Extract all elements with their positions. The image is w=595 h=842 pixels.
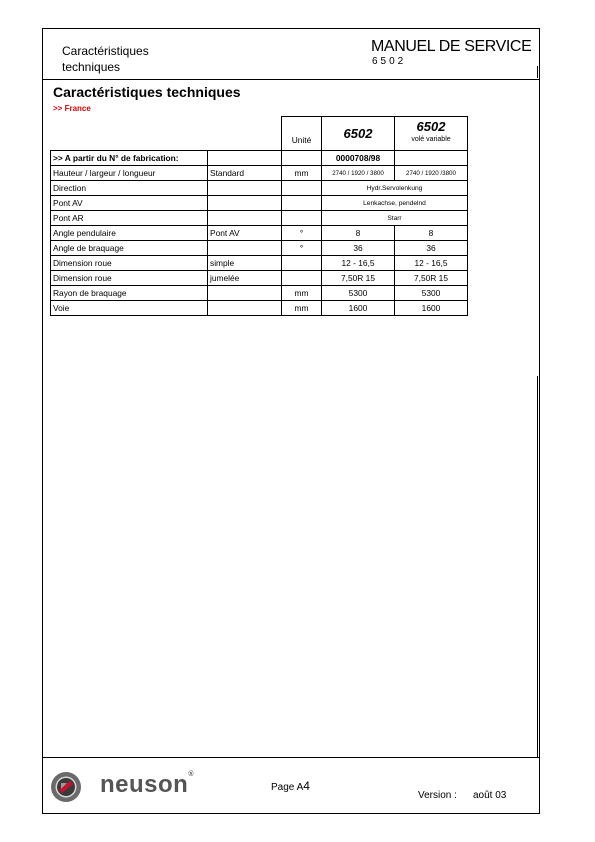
- row-variant: Standard: [208, 166, 282, 181]
- registered-mark: ®: [188, 771, 195, 778]
- table-row: [51, 241, 468, 256]
- model-header-2-sub: volé variable: [411, 136, 451, 143]
- table-row: [51, 271, 468, 286]
- model-header-2: [395, 117, 468, 151]
- row-variant: Pont AV: [208, 226, 282, 241]
- empty-cell: [208, 151, 282, 166]
- row-variant: [208, 241, 282, 256]
- header-divider: [42, 79, 539, 80]
- row-value-merged: Hydr.Servolenkung: [322, 181, 468, 196]
- row-value-1: 7,50R 15: [322, 271, 395, 286]
- row-variant: simple: [208, 256, 282, 271]
- empty-cell: [282, 151, 322, 166]
- row-variant: [208, 301, 282, 316]
- binding-mark-top: [537, 66, 538, 78]
- model-code: 6502: [372, 56, 407, 67]
- row-value-2: 7,50R 15: [395, 271, 468, 286]
- row-value-1: 12 - 16,5: [322, 256, 395, 271]
- row-unit: [282, 211, 322, 226]
- row-value-merged: Starr: [322, 211, 468, 226]
- version-label: Version :: [418, 790, 457, 801]
- row-label: Angle pendulaire: [51, 226, 208, 241]
- row-label: Voie: [51, 301, 208, 316]
- row-unit: °: [282, 241, 322, 256]
- row-label: Dimension roue: [51, 256, 208, 271]
- row-variant: jumelée: [208, 271, 282, 286]
- row-value-1: 1600: [322, 301, 395, 316]
- row-value-merged: Lenkachse, pendelnd: [322, 196, 468, 211]
- version-date: août 03: [473, 790, 507, 801]
- neuson-logo-icon: [50, 771, 82, 803]
- row-value-1: 36: [322, 241, 395, 256]
- row-value-2: 8: [395, 226, 468, 241]
- row-value-1: 2740 / 1920 / 3800: [322, 166, 395, 181]
- frame-top-line: [42, 28, 539, 29]
- row-unit: [282, 256, 322, 271]
- table-row: [51, 196, 468, 211]
- row-label: Rayon de braquage: [51, 286, 208, 301]
- model-header-1: [322, 117, 395, 151]
- frame-bottom-line: [42, 813, 539, 814]
- row-value-2: 5300: [395, 286, 468, 301]
- row-label: Pont AV: [51, 196, 208, 211]
- header-section-name: Caractéristiques techniques: [62, 44, 149, 74]
- row-label: Dimension roue: [51, 271, 208, 286]
- row-label: Pont AR: [51, 211, 208, 226]
- row-value-1: 8: [322, 226, 395, 241]
- table-row: [51, 256, 468, 271]
- page-number-value: 4: [303, 779, 310, 793]
- row-value-2: 1600: [395, 301, 468, 316]
- row-unit: [282, 181, 322, 196]
- row-unit: [282, 196, 322, 211]
- row-label: Direction: [51, 181, 208, 196]
- frame-left-line: [42, 28, 43, 814]
- model-header-2-label: 6502: [416, 119, 446, 134]
- table-row: [51, 181, 468, 196]
- row-unit: °: [282, 226, 322, 241]
- model-header-1-label: 6502: [343, 125, 373, 141]
- row-variant: [208, 196, 282, 211]
- table-row: [51, 166, 468, 181]
- row-value-2: 36: [395, 241, 468, 256]
- row-value-2: 12 - 16,5: [395, 256, 468, 271]
- fabrication-value: 0000708/98: [322, 151, 395, 166]
- empty-cell: [208, 117, 282, 151]
- row-unit: mm: [282, 166, 322, 181]
- table-row: [51, 301, 468, 316]
- empty-cell: [395, 151, 468, 166]
- fabrication-label: >> A partir du N° de fabrication:: [51, 151, 208, 166]
- page-number: [271, 779, 310, 793]
- manual-title: MANUEL DE SERVICE: [371, 38, 532, 55]
- row-value-1: 5300: [322, 286, 395, 301]
- spec-table: [50, 116, 468, 316]
- region-label: >> France: [53, 104, 91, 113]
- table-header-row: [51, 117, 468, 151]
- unit-header: Unité: [282, 117, 322, 151]
- row-value-2: 2740 / 1920 /3800: [395, 166, 468, 181]
- row-unit: mm: [282, 301, 322, 316]
- row-variant: [208, 181, 282, 196]
- footer-divider: [42, 757, 539, 758]
- empty-cell: [51, 117, 208, 151]
- row-variant: [208, 211, 282, 226]
- row-label: Hauteur / largeur / longueur: [51, 166, 208, 181]
- row-variant: [208, 286, 282, 301]
- brand-name: neuson: [100, 771, 189, 798]
- row-label: Angle de braquage: [51, 241, 208, 256]
- binding-mark-right: [537, 376, 538, 758]
- brand-wordmark: [100, 771, 194, 799]
- page-title: Caractéristiques techniques: [53, 84, 241, 100]
- row-unit: [282, 271, 322, 286]
- frame-right-line: [539, 28, 540, 814]
- fabrication-row: [51, 151, 468, 166]
- table-row: [51, 226, 468, 241]
- table-row: [51, 211, 468, 226]
- page-prefix: Page A: [271, 782, 304, 793]
- table-row: [51, 286, 468, 301]
- row-unit: mm: [282, 286, 322, 301]
